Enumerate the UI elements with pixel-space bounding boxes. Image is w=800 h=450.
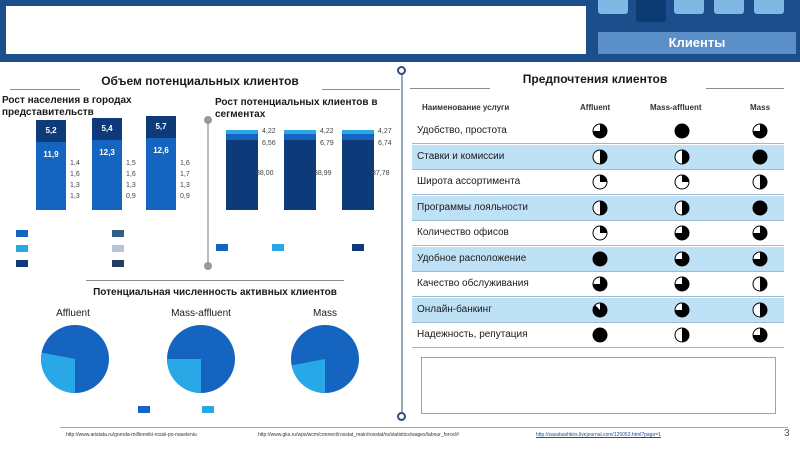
source-link-3[interactable]: http://sasabashkirs.livejournal.com/125053.html?page=1 <box>536 432 661 438</box>
pop-growth-title: Рост населения в городах представительств <box>2 95 132 118</box>
legend-swatch <box>16 260 28 267</box>
client-bar <box>342 130 374 210</box>
row-label: Удобное расположение <box>417 252 527 264</box>
source-link-1[interactable]: http://www.aristata.ru/goroda-millionniki-rossii-po-naseleniu <box>66 432 197 438</box>
nav-tab-4[interactable] <box>714 0 744 14</box>
section-divider <box>401 70 403 415</box>
divider <box>706 88 784 89</box>
legend-swatch <box>16 230 28 237</box>
pop-side-label: 1,4 <box>70 160 80 167</box>
table-row <box>412 170 784 195</box>
pop-bar-segment-bottom: 12,3 <box>92 140 122 210</box>
legend-swatch <box>352 244 364 251</box>
nav-tabs <box>596 0 800 30</box>
pop-bar-segment-bottom: 11,9 <box>36 142 66 210</box>
legend-swatch <box>272 244 284 251</box>
harvey-ball-icon <box>592 327 608 343</box>
footer-divider <box>60 427 788 428</box>
row-label: Удобство, простота <box>417 125 507 136</box>
pop-bar-segment-top: 5,7 <box>146 116 176 138</box>
pop-bar-segment-top: 5,4 <box>92 118 122 140</box>
harvey-ball-icon <box>674 302 690 318</box>
right-section-title: Предпочтения клиентов <box>522 72 668 86</box>
active-clients-title: Потенциальная численность активных клиентов <box>93 287 337 298</box>
harvey-ball-icon <box>674 200 690 216</box>
table-row <box>412 221 784 246</box>
harvey-ball-icon <box>752 251 768 267</box>
pop-side-label: 0,9 <box>126 193 136 200</box>
pop-side-label: 1,6 <box>70 171 80 178</box>
col-mass: Mass <box>750 103 771 112</box>
row-label: Онлайн-банкинг <box>417 303 492 315</box>
divider-dot <box>204 262 212 270</box>
client-bar-main <box>284 140 316 210</box>
pie-slice-secondary <box>41 353 75 393</box>
harvey-ball-icon <box>674 251 690 267</box>
row-label: Качество обслуживания <box>417 278 529 289</box>
legend-swatch <box>112 230 124 237</box>
client-inner-label: 87,78 <box>372 170 390 177</box>
table-row <box>412 323 784 348</box>
row-label: Надежность, репутация <box>417 329 528 340</box>
pop-side-label: 1,3 <box>70 182 80 189</box>
client-side-label: 4,22 <box>262 128 276 135</box>
harvey-ball-icon <box>592 276 608 292</box>
col-service: Наименование услуги <box>422 103 510 112</box>
table-row <box>412 247 784 272</box>
client-bar <box>226 130 258 210</box>
table-row <box>412 196 784 221</box>
pie-slice-secondary <box>167 359 201 393</box>
client-side-label: 4,27 <box>378 128 392 135</box>
pop-bar-segment-bottom: 12,6 <box>146 138 176 210</box>
harvey-ball-icon <box>674 149 690 165</box>
harvey-ball-icon <box>592 200 608 216</box>
legend-swatch <box>112 245 124 252</box>
client-growth-title: Рост потенциальных клиентов в сегментах <box>215 97 378 120</box>
harvey-ball-icon <box>674 174 690 190</box>
divider <box>322 89 400 90</box>
harvey-ball-icon <box>592 225 608 241</box>
harvey-ball-icon <box>752 200 768 216</box>
pop-side-label: 1,6 <box>180 160 190 167</box>
table-row <box>412 272 784 297</box>
divider <box>410 88 490 89</box>
pop-bar <box>146 116 176 210</box>
divider <box>10 89 80 90</box>
table-row <box>412 298 784 323</box>
harvey-ball-icon <box>592 149 608 165</box>
pie-mass-affluent <box>164 322 238 396</box>
source-link-2[interactable]: http://www.gks.ru/wps/wcm/connect/rosstat_main/rosstat/ru/statistics/wages/labour_force/# <box>258 432 459 438</box>
harvey-ball-icon <box>674 327 690 343</box>
divider-dot <box>204 116 212 124</box>
pop-side-label: 1,3 <box>126 182 136 189</box>
row-label: Программы лояльности <box>417 201 529 213</box>
nav-tab-2[interactable] <box>636 0 666 22</box>
nav-tab-3[interactable] <box>674 0 704 14</box>
harvey-ball-icon <box>752 327 768 343</box>
harvey-ball-icon <box>752 149 768 165</box>
harvey-ball-icon <box>592 174 608 190</box>
harvey-ball-icon <box>592 123 608 139</box>
pop-side-label: 0,9 <box>180 193 190 200</box>
title-area <box>6 6 586 54</box>
pop-side-label: 1,3 <box>70 193 80 200</box>
table-header <box>412 98 784 118</box>
page-number: 3 <box>784 428 790 439</box>
pie-label: Mass <box>313 308 337 319</box>
client-side-label: 6,56 <box>262 140 276 147</box>
divider-dot <box>397 66 406 75</box>
nav-tab-5[interactable] <box>754 0 784 14</box>
pop-bar-segment-top: 5,2 <box>36 120 66 142</box>
harvey-ball-icon <box>592 251 608 267</box>
client-bar-main <box>226 140 258 210</box>
harvey-ball-icon <box>752 302 768 318</box>
harvey-ball-icon <box>752 225 768 241</box>
divider-dot <box>397 412 406 421</box>
pop-bar <box>36 120 66 210</box>
harvey-ball-icon <box>752 123 768 139</box>
table-row <box>412 145 784 170</box>
legend-swatch <box>16 245 28 252</box>
harvey-ball-icon <box>752 174 768 190</box>
left-section-title: Объем потенциальных клиентов <box>101 74 299 88</box>
note-box <box>421 357 776 414</box>
pie-mass <box>288 322 362 396</box>
harvey-ball-icon <box>752 276 768 292</box>
legend-swatch <box>138 406 150 413</box>
divider <box>86 280 344 281</box>
client-inner-label: 88,00 <box>256 170 274 177</box>
col-affluent: Affluent <box>580 103 611 112</box>
pop-side-label: 1,7 <box>180 171 190 178</box>
pie-affluent <box>38 322 112 396</box>
row-label: Количество офисов <box>417 227 509 238</box>
section-label: Клиенты <box>598 32 796 54</box>
row-label: Широта ассортимента <box>417 176 521 187</box>
pop-side-label: 1,3 <box>180 182 190 189</box>
harvey-ball-icon <box>592 302 608 318</box>
pie-label: Mass-affluent <box>171 308 231 319</box>
pop-bar <box>92 118 122 210</box>
client-inner-label: 88,99 <box>314 170 332 177</box>
nav-tab-1[interactable] <box>598 0 628 14</box>
header-band <box>0 0 800 62</box>
client-side-label: 4,22 <box>320 128 334 135</box>
row-label: Ставки и комиссии <box>417 150 505 162</box>
pop-side-label: 1,6 <box>126 171 136 178</box>
legend-swatch <box>202 406 214 413</box>
client-bar-main <box>342 140 374 210</box>
harvey-ball-icon <box>674 276 690 292</box>
client-bar <box>284 130 316 210</box>
legend-swatch <box>216 244 228 251</box>
harvey-ball-icon <box>674 225 690 241</box>
client-side-label: 6,79 <box>320 140 334 147</box>
col-mass-affluent: Mass-affluent <box>650 103 702 112</box>
client-side-label: 6,74 <box>378 140 392 147</box>
pie-label: Affluent <box>56 308 90 319</box>
chart-divider <box>207 120 209 265</box>
harvey-ball-icon <box>674 123 690 139</box>
pop-side-label: 1,5 <box>126 160 136 167</box>
legend-swatch <box>112 260 124 267</box>
table-row <box>412 119 784 144</box>
